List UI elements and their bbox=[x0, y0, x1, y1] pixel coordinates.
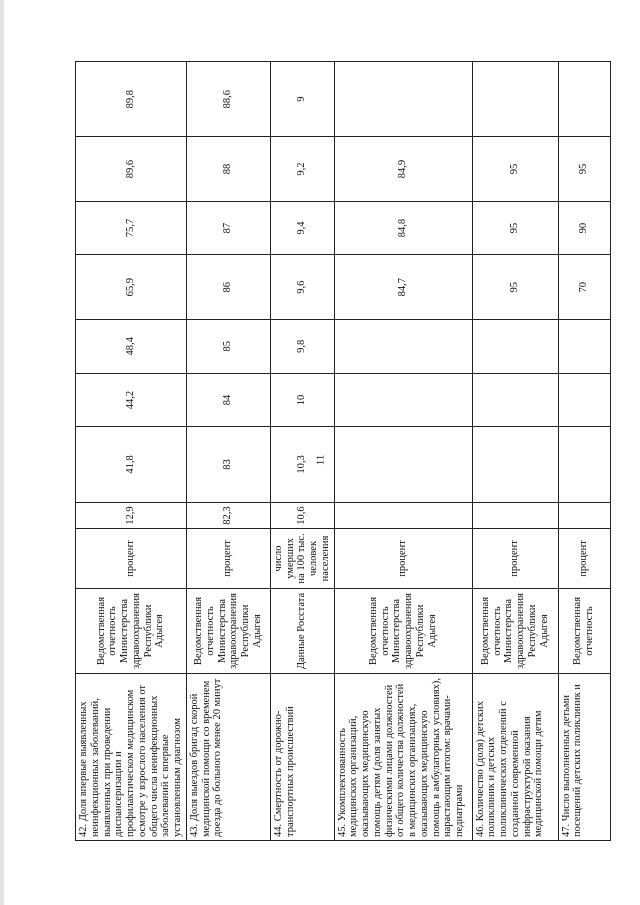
unit-cell: процент bbox=[334, 529, 472, 588]
value-cell: 95 bbox=[558, 137, 610, 201]
value-cell: 84,8 bbox=[334, 201, 472, 255]
value-cell: 10,6 bbox=[270, 502, 334, 529]
source-cell: Ведомственная отчетность Министерства здравоохранения Республики Адыгея bbox=[186, 588, 270, 674]
table-row-47 bbox=[558, 62, 610, 841]
unit-cell: процент bbox=[472, 529, 558, 588]
source-cell: Ведомственная отчетность Министерства здравоохранения Республики Адыгея bbox=[334, 588, 472, 674]
value-cell: 82,3 bbox=[186, 502, 270, 529]
indicator-cell: 47. Число выполненных детьми посещений детских поликлиник и bbox=[558, 674, 610, 841]
value-cell bbox=[472, 62, 558, 137]
value-cell bbox=[472, 373, 558, 427]
source-cell: Ведомственная отчетность Министерства здравоохранения Республики Адыгея bbox=[76, 588, 187, 674]
value-cell: 12,9 bbox=[76, 502, 187, 529]
value-cell: 95 bbox=[472, 255, 558, 319]
table-row-45 bbox=[334, 62, 472, 841]
value-cell: 65,9 bbox=[76, 255, 187, 319]
value-cell: 95 bbox=[472, 137, 558, 201]
value-cell: 86 bbox=[186, 255, 270, 319]
source-cell: Данные Росстата bbox=[270, 588, 334, 674]
value-cell: 9 bbox=[270, 62, 334, 137]
indicator-cell: 46. Количество (доля) детских поликлиник и детских поликлинических отделений с созданной современной инфраструктурой оказания медицинской помощи детям bbox=[472, 674, 558, 841]
table-row-42 bbox=[76, 62, 187, 841]
table-row-46 bbox=[472, 62, 558, 841]
value-cell bbox=[472, 427, 558, 502]
unit-cell: процент bbox=[186, 529, 270, 588]
value-cell: 10 bbox=[270, 373, 334, 427]
value-cell bbox=[558, 319, 610, 373]
rotated-table-container bbox=[75, 61, 595, 841]
value-cell bbox=[334, 62, 472, 137]
page-number-text: 11 bbox=[314, 454, 326, 466]
unit-cell: процент bbox=[558, 529, 610, 588]
indicator-cell: 45. Укомплектованность медицинских организаций, оказывающих медицинскую помощь детям (доля занятых физическими лицами должностей от общего количества должностей в медицинских организациях, оказывающих медицинскую помощь в амбулаторных условиях), нарастающим итогом: врачами-педиатрами bbox=[334, 674, 472, 841]
value-cell: 84,7 bbox=[334, 255, 472, 319]
value-cell: 70 bbox=[558, 255, 610, 319]
value-cell: 9,8 bbox=[270, 319, 334, 373]
value-cell bbox=[558, 502, 610, 529]
value-cell: 89,8 bbox=[76, 62, 187, 137]
value-cell: 48,4 bbox=[76, 319, 187, 373]
value-cell: 9,6 bbox=[270, 255, 334, 319]
table-row-43 bbox=[186, 62, 270, 841]
value-cell: 90 bbox=[558, 201, 610, 255]
value-cell: 95 bbox=[472, 201, 558, 255]
value-cell bbox=[334, 319, 472, 373]
indicator-cell: 43. Доля выездов бригад скорой медицинской помощи со временем доезда до больного менее 20 минут bbox=[186, 674, 270, 841]
indicator-cell: 42. Доля впервые выявленных неинфекционных заболеваний, выявленных при проведении диспансеризации и профилактическом медицинском осмотре у взрослого населения от общего числа неинфекционных заболеваний с впервые установленным диагнозом bbox=[76, 674, 187, 841]
table-row-44 bbox=[270, 62, 334, 841]
value-cell: 88,6 bbox=[186, 62, 270, 137]
value-cell: 9,2 bbox=[270, 137, 334, 201]
value-cell: 41,8 bbox=[76, 427, 187, 502]
source-cell: Ведомственная отчетность Министерства здравоохранения Республики Адыгея bbox=[472, 588, 558, 674]
value-cell: 85 bbox=[186, 319, 270, 373]
value-cell: 44,2 bbox=[76, 373, 187, 427]
value-cell: 10,3 bbox=[270, 427, 334, 502]
value-cell: 84,9 bbox=[334, 137, 472, 201]
value-cell bbox=[558, 62, 610, 137]
source-cell: Ведомственная отчетность bbox=[558, 588, 610, 674]
value-cell: 84 bbox=[186, 373, 270, 427]
indicator-cell: 44. Смертность от дорожно-транспортных происшествий bbox=[270, 674, 334, 841]
value-cell: 89,6 bbox=[76, 137, 187, 201]
value-cell: 87 bbox=[186, 201, 270, 255]
value-cell: 83 bbox=[186, 427, 270, 502]
unit-cell: процент bbox=[76, 529, 187, 588]
value-cell bbox=[472, 319, 558, 373]
indicators-table bbox=[75, 61, 611, 841]
value-cell bbox=[334, 373, 472, 427]
unit-cell: число умерших на 100 тыс. человек населения bbox=[270, 529, 334, 588]
value-cell bbox=[334, 427, 472, 502]
value-cell bbox=[558, 373, 610, 427]
value-cell: 9,4 bbox=[270, 201, 334, 255]
value-cell: 75,7 bbox=[76, 201, 187, 255]
value-cell bbox=[334, 502, 472, 529]
value-cell: 88 bbox=[186, 137, 270, 201]
value-cell bbox=[558, 427, 610, 502]
value-cell bbox=[472, 502, 558, 529]
